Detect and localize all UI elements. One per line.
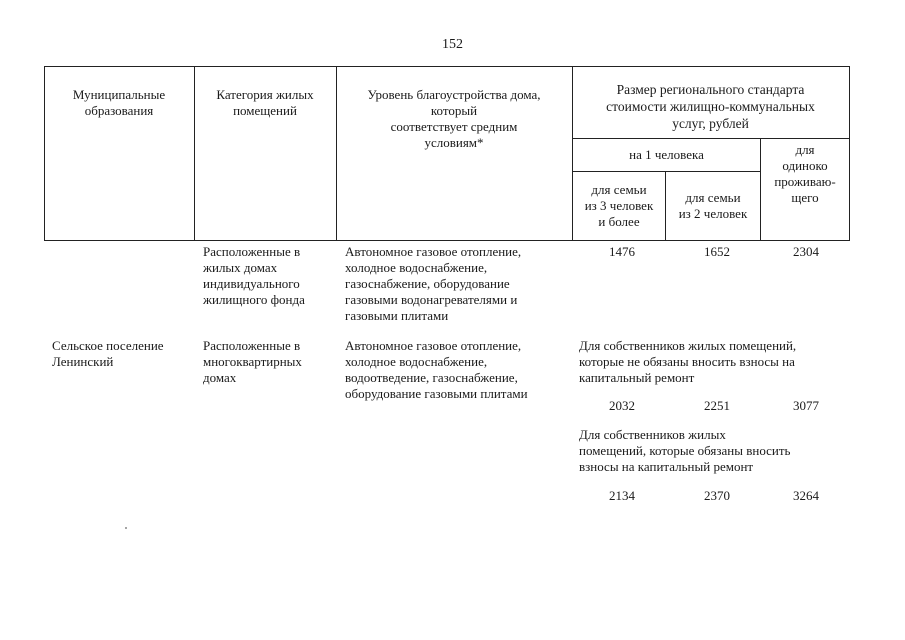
header-single-resident: для одиноко проживаю- щего — [774, 142, 836, 205]
row1-value-family2: 1652 — [704, 244, 730, 259]
page-number: 152 — [442, 37, 463, 52]
row1-value-family3: 1476 — [609, 244, 635, 259]
scan-speck — [125, 527, 127, 529]
header-family-3: для семьи из 3 человек и более — [584, 182, 654, 229]
row2-group1-value-family2: 2251 — [704, 398, 730, 413]
header-standard-size: Размер регионального стандарта стоимости жилищно-коммунальных услуг, рублей — [606, 82, 815, 131]
row2-group2-value-family2: 2370 — [704, 488, 730, 503]
row2-group1-value-single: 3077 — [793, 398, 819, 413]
row1-value-single: 2304 — [793, 244, 819, 259]
row1-category: Расположенные в жилых домах индивидуального жилищного фонда — [203, 244, 305, 307]
row2-group2-note: Для собственников жилых помещений, которые обязаны вносить взносы на капитальный ремонт — [579, 427, 791, 474]
row2-municipal: Сельское поселение Ленинский — [52, 338, 164, 369]
row2-improvement-level: Автономное газовое отопление, холодное водоснабжение, водоотведение, газоснабжение, оборудование газовыми плитами — [345, 338, 528, 401]
header-per-person: на 1 человека — [629, 147, 704, 162]
row2-group1-value-family3: 2032 — [609, 398, 635, 413]
row1-improvement-level: Автономное газовое отопление, холодное водоснабжение, газоснабжение, оборудование газовыми водонагревателями и газовыми плитами — [345, 244, 522, 323]
row2-category: Расположенные в многоквартирных домах — [203, 338, 302, 385]
header-municipal: Муниципальные образования — [72, 87, 166, 118]
row2-group2-value-family3: 2134 — [609, 488, 635, 503]
header-level: Уровень благоустройства дома, который соответствует средним условиям* — [367, 87, 541, 150]
row2-group1-note: Для собственников жилых помещений, которые не обязаны вносить взносы на капитальный ремонт — [579, 338, 797, 385]
header-category: Категория жилых помещений — [216, 87, 314, 118]
row2-group2-value-single: 3264 — [793, 488, 819, 503]
header-family-2: для семьи из 2 человек — [678, 190, 748, 221]
